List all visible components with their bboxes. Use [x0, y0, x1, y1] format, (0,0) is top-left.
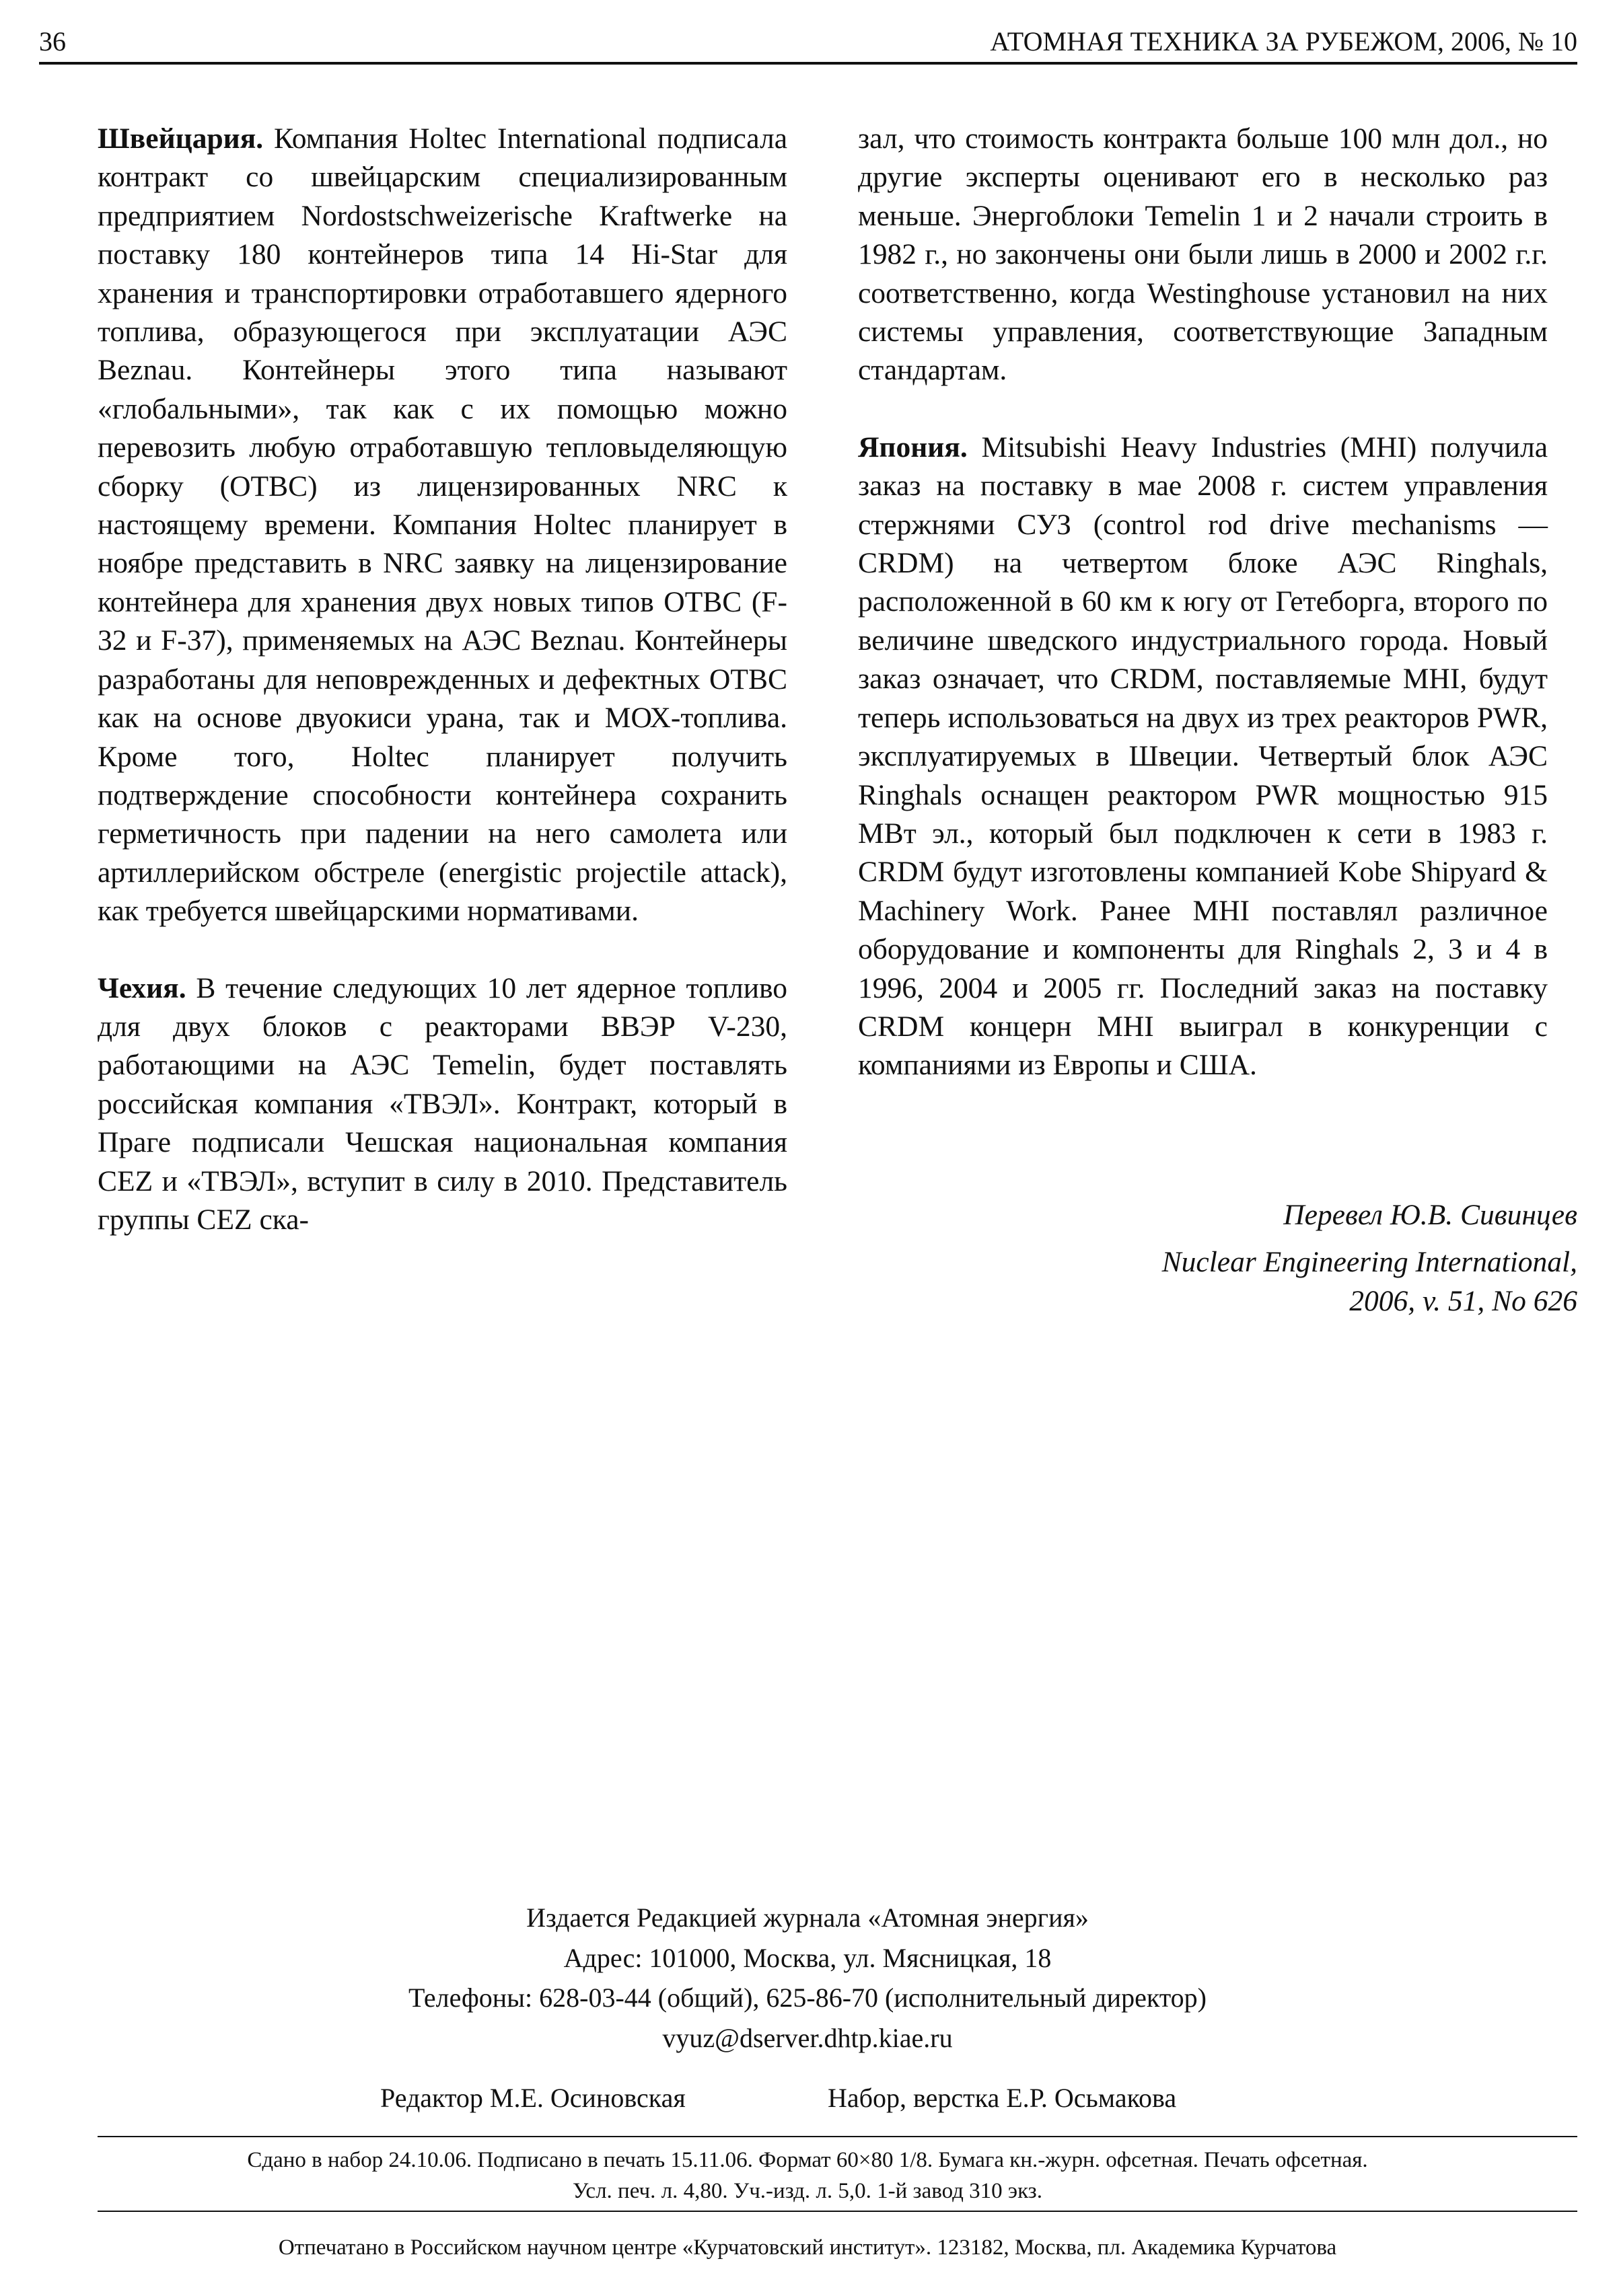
imprint-rule-top — [98, 2136, 1577, 2137]
article-switzerland — [98, 120, 787, 931]
source-title: Nuclear Engineering International, — [1161, 1246, 1577, 1278]
translator-credit: Перевел Ю.В. Сивинцев — [1283, 1199, 1577, 1231]
print-details-line-2: Усл. печ. л. 4,80. Уч.-изд. л. 5,0. 1-й завод 310 экз. — [573, 2179, 1042, 2203]
source-issue: 2006, v. 51, No 626 — [1349, 1285, 1577, 1317]
article-japan — [858, 429, 1548, 1085]
right-column — [858, 120, 1548, 1085]
imprint-address: Адрес: 101000, Москва, ул. Мясницкая, 18 — [563, 1943, 1052, 1973]
imprint-layout: Набор, верстка Е.Р. Осьмакова — [828, 2083, 1177, 2113]
article-czech-continued: зал, что стоимость контракта больше 100 млн дол., но другие эксперты оценивают его в несколько раз меньше. Энергоблоки Temelin 1 и 2 начали строить в 1982 г., но закончены они были лишь в 2000 и 2002 г.г. соответственно, когда Westinghouse установил на них системы управления, соответствующие Западным стандартам. — [858, 122, 1548, 387]
imprint-rule-bottom — [98, 2211, 1577, 2212]
print-details-line-1: Сдано в набор 24.10.06. Подписано в печать 15.11.06. Формат 60×80 1/8. Бумага кн.-журн. офсетная. Печать офсетная. — [247, 2148, 1368, 2172]
journal-title: АТОМНАЯ ТЕХНИКА ЗА РУБЕЖОМ, 2006, № 10 — [990, 26, 1577, 57]
article-body-czech-left: В течение следующих 10 лет ядерное топливо для двух блоков с реакторами ВВЭР V-230, работающими на АЭС Temelin, будет поставлять российская компания «ТВЭЛ». Контракт, который в Праге подписали Чешская национальная компания CEZ и «ТВЭЛ», вступит в силу в 2010. Представитель группы CEZ ска- — [98, 971, 787, 1236]
printer-line: Отпечатано в Российском научном центре «Курчатовский институт». 123182, Москва, пл. Академика Курчатова — [278, 2235, 1337, 2260]
article-lead-czech: Чехия. — [98, 971, 186, 1004]
article-czech — [98, 969, 787, 1240]
header-rule — [39, 62, 1577, 65]
page-number: 36 — [39, 26, 66, 57]
imprint-email: vyuz@dserver.dhtp.kiae.ru — [662, 2023, 953, 2053]
left-column — [98, 120, 787, 1239]
imprint-phones: Телефоны: 628-03-44 (общий), 625-86-70 (исполнительный директор) — [408, 1983, 1207, 2013]
article-lead-japan: Япония. — [858, 431, 968, 464]
imprint-publisher: Издается Редакцией журнала «Атомная энергия» — [526, 1902, 1089, 1933]
article-lead-switzerland: Швейцария. — [98, 122, 264, 155]
imprint-editor: Редактор М.Е. Осиновская — [380, 2083, 686, 2113]
article-body-switzerland: Компания Holtec International подписала контракт со швейцарским специализированным предприятием Nordostschweizerische Kraftwerke на поставку 180 контейнеров типа 14 Hi-Star для хранения и транспортировки отработавшего ядерного топлива, образующегося при эксплуатации АЭС Beznau. Контейнеры этого типа называют «глобальными», так как с их помощью можно перевозить любую отработавшую тепловыделяющую сборку (ОТВС) из лицензированных NRC к настоящему времени. Компания Holtec планирует в ноябре представить в NRC заявку на лицензирование контейнера для хранения двух новых типов ОТВС (F-32 и F-37), применяемых на АЭС Beznau. Контейнеры разработаны для неповрежденных и дефектных ОТВС как на основе двуокиси урана, так и МОХ-топлива. Кроме того, Holtec планирует получить подтверждение способности контейнера сохранить герметичность при падении на него самолета или артиллерийском обстреле (energistic projectile attack), как требуется швейцарскими нормативами. — [98, 122, 787, 928]
article-body-japan: Mitsubishi Heavy Industries (MHI) получила заказ на поставку в мае 2008 г. систем управления стержнями СУЗ (control rod drive mechanisms — CRDM) на четвертом блоке АЭС Ringhals, расположенной в 60 км к югу от Гетеборга, второго по величине шведского индустриального города. Новый заказ означает, что CRDM, поставляемые MHI, будут теперь использоваться на двух из трех реакторов PWR, эксплуатируемых в Швеции. Четвертый блок АЭС Ringhals оснащен реактором PWR мощностью 915 МВт эл., который был подключен к сети в 1983 г. CRDM будут изготовлены компанией Kobe Shipyard & Machinery Work. Ранее MHI поставлял различное оборудование и компоненты для Ringhals 2, 3 и 4 в 1996, 2004 и 2005 гг. Последний заказ на поставку CRDM концерн MHI выиграл в конкуренции с компаниями из Европы и США. — [858, 431, 1548, 1082]
